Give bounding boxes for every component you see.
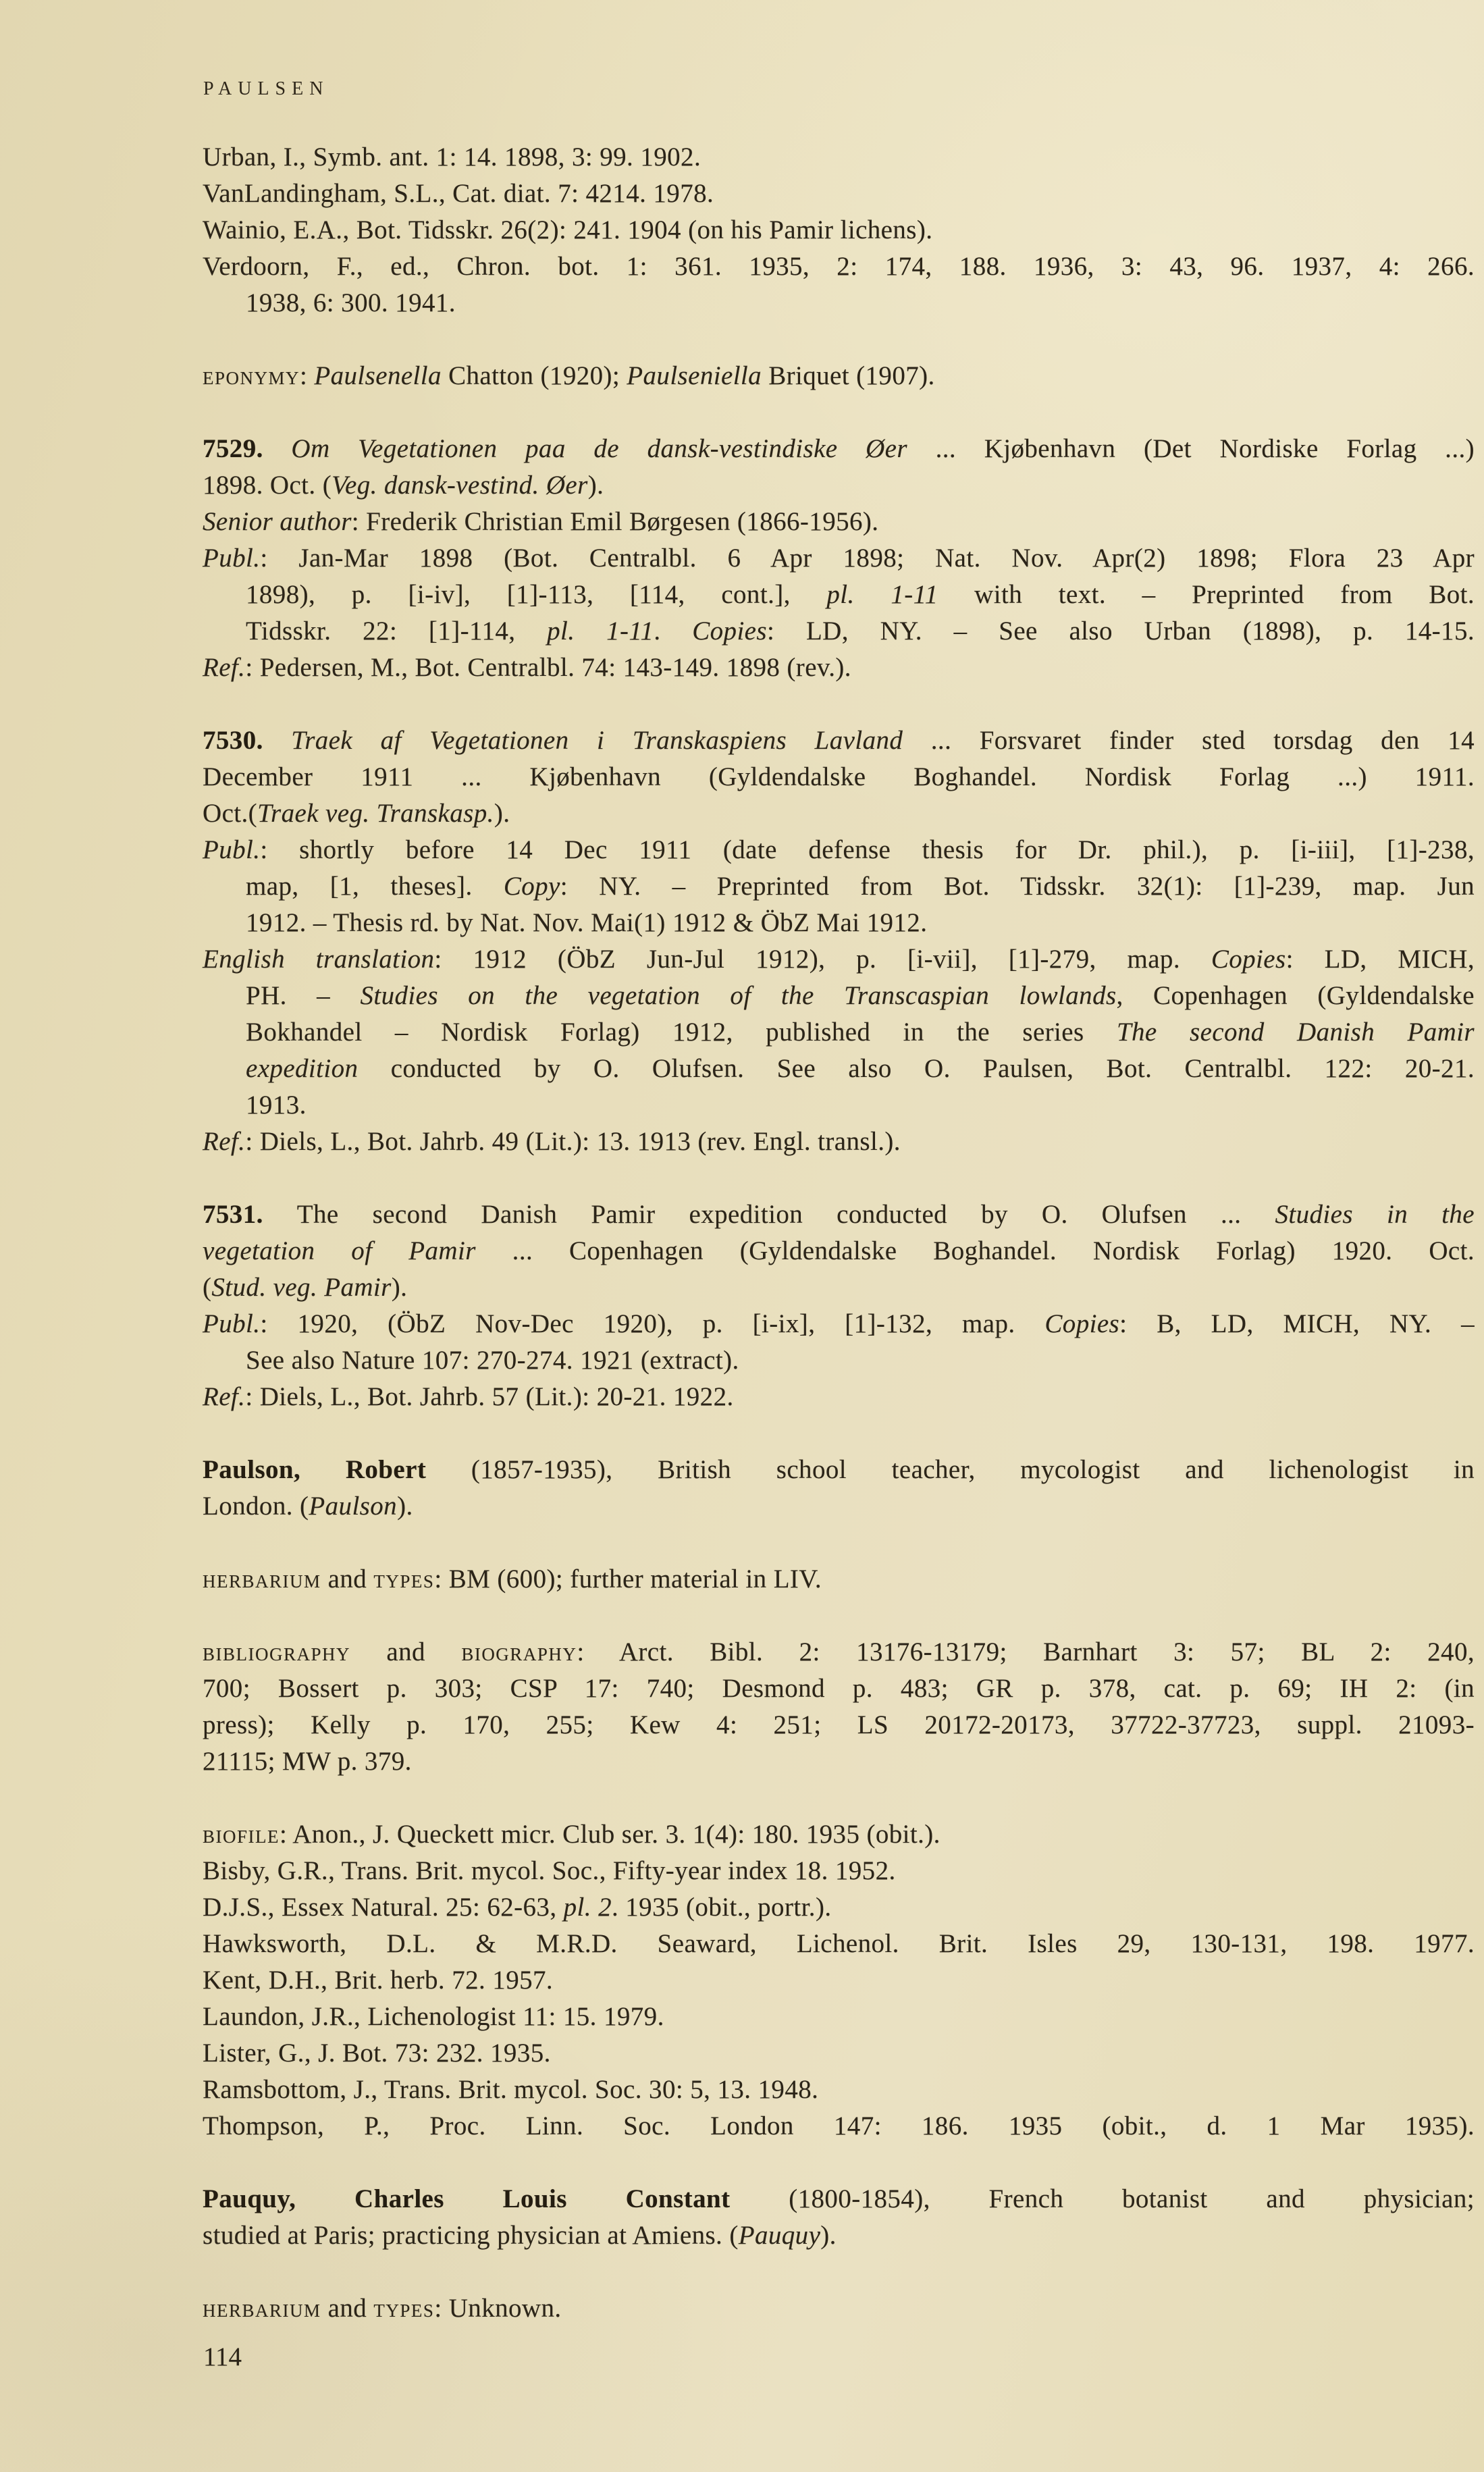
text-line (203, 759, 1475, 795)
text-line (203, 139, 1475, 176)
text-line (203, 978, 1475, 1014)
text-run-roman: D.J.S., Essex Natural. 25: 62-63, (203, 1893, 564, 1922)
page-number: 114 (203, 2342, 242, 2371)
text-line (203, 941, 1475, 978)
text-run-roman: (1857-1935), British school teacher, mycologist and lichenologist in (426, 1455, 1475, 1484)
entry-7530 (203, 722, 1475, 1160)
text-run-roman: Bokhandel – Nordisk Forlag) 1912, published in the series (246, 1018, 1117, 1047)
text-line (203, 1999, 1475, 2035)
text-run-smallcaps: biofile (203, 1820, 280, 1849)
text-run-roman: Lister, G., J. Bot. 73: 232. 1935. (203, 2039, 551, 2068)
text-line (203, 1816, 1475, 1853)
text-run-roman: : shortly before 14 Dec 1911 (date defense thesis for Dr. phil.), p. [i-iii], [1]-238, (260, 835, 1475, 864)
text-line (203, 1269, 1475, 1306)
text-run-roman: Urban, I., Symb. ant. 1: 14. 1898, 3: 99. 1902. (203, 142, 701, 172)
text-line (203, 2035, 1475, 2072)
text-line (203, 832, 1475, 868)
text-run-italic: pl. 1-11 (826, 580, 938, 609)
text-line (203, 722, 1475, 759)
text-run-roman: conducted by O. Olufsen. See also O. Paulsen, Bot. Centralbl. 122: 20-21. (358, 1054, 1475, 1083)
text-run-roman: ... Copenhagen (Gyldendalske Boghandel. Nordisk Forlag) 1920. Oct. (475, 1236, 1475, 1265)
text-line (203, 1087, 1475, 1124)
text-line (203, 613, 1475, 650)
text-run-roman: ). (820, 2221, 837, 2250)
text-run-italic: Copies (1211, 945, 1286, 974)
text-line (203, 2181, 1475, 2217)
text-run-smallcaps: herbarium (203, 2294, 321, 2323)
text-run-smallcaps: types (373, 1564, 435, 1594)
text-run-roman: London. ( (203, 1492, 309, 1521)
text-run-roman: The second Danish Pamir expedition conducted by O. Olufsen ... (296, 1200, 1275, 1229)
text-run-italic: expedition (246, 1054, 359, 1083)
text-run-roman: 1913. (246, 1090, 307, 1120)
text-line (203, 1962, 1475, 1999)
text-run-italic: Paulson (309, 1492, 398, 1521)
text-run-roman: ). (397, 1492, 413, 1521)
text-run-roman: 1898. Oct. ( (203, 471, 332, 500)
text-run-roman: : Jan-Mar 1898 (Bot. Centralbl. 6 Apr 1898; Nat. Nov. Apr(2) 1898; Flora 23 Apr (260, 544, 1475, 573)
text-line (203, 1051, 1475, 1087)
text-run-roman: : Diels, L., Bot. Jahrb. 57 (Lit.): 20-21. 1922. (245, 1382, 734, 1411)
text-run-roman: with text. – Preprinted from Bot. (938, 580, 1475, 609)
text-run-roman: ... Kjøbenhavn (Det Nordiske Forlag ...) (907, 434, 1475, 463)
entry-7531 (203, 1196, 1475, 1415)
text-run-bold: Paulson, Robert (203, 1455, 427, 1484)
text-run-italic: Ref. (203, 1127, 246, 1156)
text-run-roman: Bisby, G.R., Trans. Brit. mycol. Soc., Fifty-year index 18. 1952. (203, 1856, 896, 1885)
text-line (203, 504, 1475, 540)
text-run-italic: Traek veg. Transkasp. (257, 799, 494, 828)
text-run-roman: December 1911 ... Kjøbenhavn (Gyldendalske Boghandel. Nordisk Forlag ...) 1911. (203, 762, 1475, 791)
text-run-roman: VanLandingham, S.L., Cat. diat. 7: 4214. 1978. (203, 179, 714, 208)
text-run-roman: Hawksworth, D.L. & M.R.D. Seaward, Lichenol. Brit. Isles 29, 130-131, 198. 1977. (203, 1929, 1475, 1958)
text-run-roman: : Anon., J. Queckett micr. Club ser. 3. 1(4): 180. 1935 (obit.). (280, 1820, 940, 1849)
text-run-roman: PH. – (246, 981, 361, 1010)
text-run-italic: Ref. (203, 1382, 246, 1411)
text-run-roman: . 1935 (obit., portr.). (611, 1893, 832, 1922)
text-run-roman: (1800-1854), French botanist and physician; (730, 2184, 1475, 2213)
text-line (203, 212, 1475, 248)
text-run-italic: Publ. (203, 1309, 261, 1338)
text-run-roman: Verdoorn, F., ed., Chron. bot. 1: 361. 1935, 2: 174, 188. 1936, 3: 43, 96. 1937, 4: 266. (203, 252, 1475, 281)
text-line (203, 1743, 1475, 1780)
text-run-roman: : Diels, L., Bot. Jahrb. 49 (Lit.): 13. 1913 (rev. Engl. transl.). (245, 1127, 901, 1156)
text-run-roman: ). (494, 799, 510, 828)
text-run-roman: 1898), p. [i-iv], [1]-113, [114, cont.], (246, 580, 827, 609)
text-run-italic: Ref. (203, 653, 246, 682)
text-run-smallcaps: bibliography (203, 1637, 351, 1666)
text-line (203, 2290, 1475, 2327)
text-run-italic: pl. 1-11 (547, 616, 654, 646)
text-line (203, 1306, 1475, 1342)
text-run-roman: Oct.( (203, 799, 258, 828)
text-run-roman: : LD, NY. – See also Urban (1898), p. 14-15. (766, 616, 1475, 646)
text-line (203, 1124, 1475, 1160)
text-run-roman: Wainio, E.A., Bot. Tidsskr. 26(2): 241. 1904 (on his Pamir lichens). (203, 215, 933, 244)
text-run-italic: Traek af Vegetationen i Transkaspiens Lavland (291, 726, 903, 755)
text-line (203, 1853, 1475, 1889)
text-run-roman: ( (203, 1273, 212, 1302)
text-run-roman: : Pedersen, M., Bot. Centralbl. 74: 143-149. 1898 (rev.). (245, 653, 851, 682)
text-run-italic: Paulseniella (627, 361, 762, 390)
text-run-roman: Chatton (1920); (441, 361, 627, 390)
text-line (203, 868, 1475, 905)
text-line (203, 2217, 1475, 2254)
text-line (203, 467, 1475, 504)
text-line (203, 1889, 1475, 1926)
text-run-roman: : NY. – Preprinted from Bot. Tidsskr. 32(1): [1]-239, map. Jun (560, 872, 1475, 901)
text-line (203, 650, 1475, 686)
text-line (203, 2108, 1475, 2145)
cross-references (203, 139, 1475, 321)
text-run-bold: 7530. (203, 726, 292, 755)
text-run-italic: Studies on the vegetation of the Transcaspian lowlands (360, 981, 1117, 1010)
text-run-roman: 21115; MW p. 379. (203, 1747, 412, 1776)
text-line (203, 2072, 1475, 2108)
text-run-italic: Senior author (203, 507, 352, 536)
text-line (203, 285, 1475, 321)
text-run-roman: press); Kelly p. 170, 255; Kew 4: 251; LS 20172-20173, 37722-37723, suppl. 21093- (203, 1710, 1475, 1739)
text-run-italic: vegetation of Pamir (203, 1236, 476, 1265)
text-run-italic: Stud. veg. Pamir (211, 1273, 392, 1302)
text-run-roman: : B, LD, MICH, NY. – (1119, 1309, 1475, 1338)
text-run-roman: studied at Paris; practicing physician at Amiens. ( (203, 2221, 739, 2250)
text-run-roman: map, [1, theses]. (246, 872, 504, 901)
running-header: PAULSEN (203, 78, 329, 99)
text-run-italic: Copy (503, 872, 560, 901)
text-line (203, 1196, 1475, 1233)
text-run-smallcaps: biography (461, 1637, 577, 1666)
herbarium-and-types-paulson (203, 1561, 1475, 1598)
text-run-roman: and (321, 1564, 374, 1594)
text-run-roman: : BM (600); further material in LIV. (434, 1564, 822, 1594)
text-run-roman: Thompson, P., Proc. Linn. Soc. London 147: 186. 1935 (obit., d. 1 Mar 1935). (203, 2111, 1475, 2140)
text-line (203, 176, 1475, 212)
text-run-italic: Copies (692, 616, 767, 646)
eponymy (203, 358, 1475, 394)
text-run-italic: Studies in the (1275, 1200, 1475, 1229)
text-run-roman: See also Nature 107: 270-274. 1921 (extract). (246, 1346, 739, 1375)
text-line (203, 1707, 1475, 1743)
text-run-italic: The second Danish Pamir (1116, 1018, 1475, 1047)
text-line (203, 358, 1475, 394)
text-run-italic: Publ. (203, 835, 261, 864)
text-run-roman: 1912. – Thesis rd. by Nat. Nov. Mai(1) 1912 & ÖbZ Mai 1912. (246, 908, 928, 937)
text-run-bold: 7531. (203, 1200, 297, 1229)
text-line (203, 1671, 1475, 1707)
text-run-roman: 700; Bossert p. 303; CSP 17: 740; Desmond p. 483; GR p. 378, cat. p. 69; IH 2: (in (203, 1674, 1475, 1703)
text-run-smallcaps: types (373, 2294, 435, 2323)
text-run-italic: English translation (203, 945, 435, 974)
text-run-roman: : Unknown. (434, 2294, 562, 2323)
text-line (203, 1379, 1475, 1415)
herbarium-and-types-pauquy (203, 2290, 1475, 2327)
bibliography-and-biography (203, 1634, 1475, 1780)
text-line (203, 540, 1475, 577)
text-run-roman: : 1912 (ÖbZ Jun-Jul 1912), p. [i-vii], [1]-279, map. (434, 945, 1211, 974)
text-run-italic: pl. 2 (563, 1893, 612, 1922)
text-line (203, 431, 1475, 467)
text-line (203, 905, 1475, 941)
text-run-bold: 7529. (203, 434, 292, 463)
pauquy-headword (203, 2181, 1475, 2254)
text-run-roman: ). (587, 471, 604, 500)
text-run-roman: : 1920, (ÖbZ Nov-Dec 1920), p. [i-ix], [1]-132, map. (260, 1309, 1045, 1338)
text-run-roman: Briquet (1907). (762, 361, 935, 390)
text-run-roman: ). (391, 1273, 408, 1302)
text-run-italic: Copies (1044, 1309, 1120, 1338)
text-run-italic: Publ. (203, 544, 261, 573)
text-line (203, 1926, 1475, 1962)
text-line (203, 1452, 1475, 1488)
text-run-bold: Pauquy, Charles Louis Constant (203, 2184, 731, 2213)
text-run-smallcaps: eponymy (203, 361, 300, 390)
entry-7529 (203, 431, 1475, 686)
text-line (203, 1014, 1475, 1051)
biofile (203, 1816, 1475, 2145)
text-line (203, 1342, 1475, 1379)
text-line (203, 577, 1475, 613)
text-run-roman: ... Forsvaret finder sted torsdag den 14 (903, 726, 1475, 755)
text-run-italic: Veg. dansk-vestind. Øer (332, 471, 588, 500)
text-run-roman: and (350, 1637, 462, 1666)
text-line (203, 795, 1475, 832)
text-line (203, 1488, 1475, 1525)
paulson-robert-headword (203, 1452, 1475, 1525)
text-run-roman: , Copenhagen (Gyldendalske (1116, 981, 1475, 1010)
text-run-italic: Pauquy (738, 2221, 821, 2250)
text-run-smallcaps: herbarium (203, 1564, 321, 1594)
text-run-italic: Om Vegetationen paa de dansk-vestindiske Øer (291, 434, 907, 463)
text-line (203, 248, 1475, 285)
text-run-roman: : (300, 361, 315, 390)
text-line (203, 1233, 1475, 1269)
text-line (203, 1561, 1475, 1598)
text-body (203, 139, 1475, 2327)
text-run-roman: : Frederik Christian Emil Børgesen (1866-1956). (351, 507, 879, 536)
text-run-roman: 1938, 6: 300. 1941. (246, 288, 456, 317)
text-run-roman: Kent, D.H., Brit. herb. 72. 1957. (203, 1966, 554, 1995)
text-run-roman: Ramsbottom, J., Trans. Brit. mycol. Soc. 30: 5, 13. 1948. (203, 2075, 819, 2104)
text-run-italic: Paulsenella (314, 361, 442, 390)
text-run-roman: Laundon, J.R., Lichenologist 11: 15. 1979. (203, 2002, 664, 2031)
text-run-roman: . (654, 616, 693, 646)
text-run-roman: and (321, 2294, 374, 2323)
text-run-roman: : LD, MICH, (1286, 945, 1475, 974)
text-run-roman: Tidsskr. 22: [1]-114, (246, 616, 548, 646)
text-run-roman: : Arct. Bibl. 2: 13176-13179; Barnhart 3: 57; BL 2: 240, (577, 1637, 1475, 1666)
text-line (203, 1634, 1475, 1671)
